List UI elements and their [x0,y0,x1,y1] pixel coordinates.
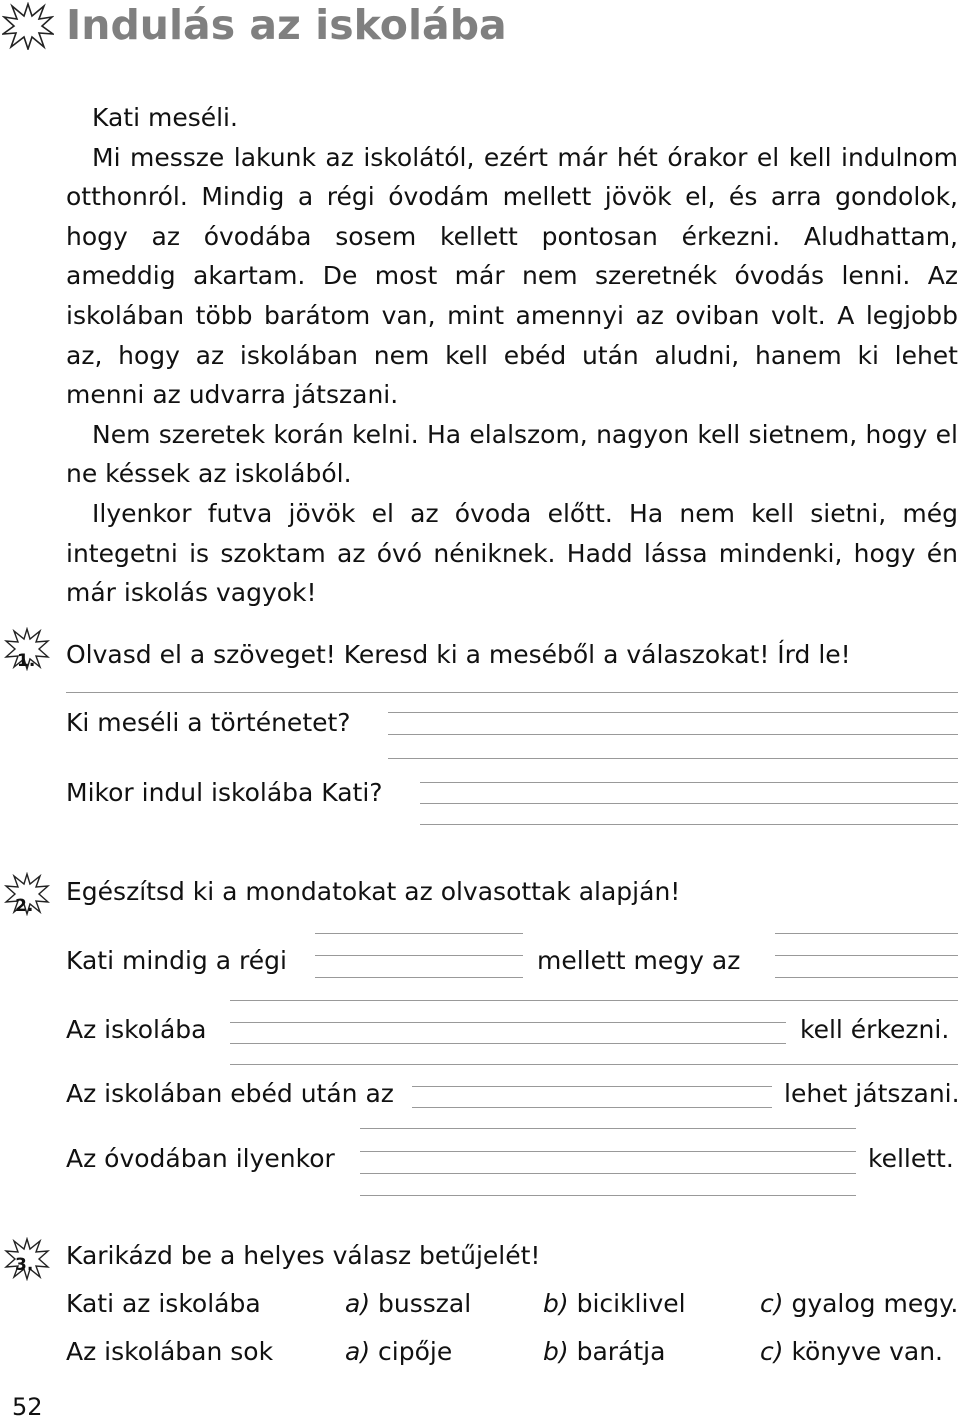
answer-line[interactable] [412,1086,772,1087]
task-2-sentence-3-start: Az iskolában ebéd után az [66,1079,394,1108]
task-2-number: 2. [15,896,34,916]
task-2-sentence-4-start: Az óvodában ilyenkor [66,1144,335,1173]
answer-line [420,824,958,825]
answer-line [775,977,958,978]
task-2-sentence-1-middle: mellett megy az [537,946,741,975]
task-3-row-2-option-c[interactable] [760,1337,943,1367]
answer-line [315,977,523,978]
option-letter[interactable]: a) [345,1337,371,1366]
story-paragraph-1: Kati meséli. [92,103,238,132]
answer-line [360,1195,856,1196]
task-3-number: 3. [15,1255,34,1275]
option-letter[interactable]: a) [345,1289,371,1318]
answer-line [315,933,523,934]
answer-line [66,692,958,693]
task-3-row-2-option-a[interactable] [345,1337,452,1367]
answer-line [775,933,958,934]
task-1-question-2: Mikor indul iskolába Kati? [66,778,383,807]
page-number: 52 [12,1393,43,1421]
option-text: könyve van. [791,1337,944,1366]
option-text: busszal [378,1289,472,1318]
page-title: Indulás az iskolába [66,1,507,49]
task-3-row-1-stem: Kati az iskolába [66,1289,261,1318]
option-text: gyalog megy. [791,1289,959,1318]
option-text: biciklivel [576,1289,686,1318]
answer-line[interactable] [230,1022,786,1023]
task-2-sentence-2-end: kell érkezni. [800,1015,950,1044]
task-2-sentence-4-end: kellett. [868,1144,954,1173]
task-2-instruction: Egészítsd ki a mondatokat az olvasottak alapján! [66,877,681,906]
answer-line [388,712,958,713]
title-star-icon [2,2,54,50]
task-3-row-1-option-a[interactable] [345,1289,471,1319]
story-text [66,98,958,613]
option-text: cipője [378,1337,453,1366]
answer-line[interactable] [360,1151,856,1152]
answer-line[interactable] [388,734,958,735]
answer-line [230,1043,786,1044]
answer-line [360,1128,856,1129]
task-2-sentence-3-end: lehet játszani. [784,1079,960,1108]
option-letter[interactable]: b) [543,1337,569,1366]
task-3-row-2-stem: Az iskolában sok [66,1337,274,1366]
answer-line [420,782,958,783]
story-paragraph-4: Ilyenkor futva jövök el az óvoda előtt. Ha nem kell sietni, még integetni is szoktam az óvó néniknek. Hadd lássa mindenki, hogy én már iskolás vagyok! [66,498,958,608]
option-text: barátja [576,1337,666,1366]
story-paragraph-3: Nem szeretek korán kelni. Ha elalszom, nagyon kell sietnem, hogy el ne késsek az iskolából. [66,419,958,489]
answer-line [360,1173,856,1174]
answer-line [230,1000,958,1001]
task-3-row-1-option-c[interactable] [760,1289,958,1319]
answer-line [412,1107,772,1108]
answer-line[interactable] [420,803,958,804]
task-2-sentence-2-start: Az iskolába [66,1015,207,1044]
task-1-question-1: Ki meséli a történetet? [66,708,351,737]
answer-line [388,758,958,759]
task-1-number: 1. [17,651,36,671]
option-letter[interactable]: c) [760,1289,784,1318]
task-2-sentence-1-start: Kati mindig a régi [66,946,287,975]
option-letter[interactable]: c) [760,1337,784,1366]
task-1-instruction: Olvasd el a szöveget! Keresd ki a meséből a válaszokat! Írd le! [66,640,851,669]
answer-line[interactable] [775,955,958,956]
story-paragraph-2: Mi messze lakunk az iskolától, ezért már hét órakor el kell indulnom otthonról. Mindig a régi óvodám mellett jövök el, és arra gondolok, hogy az óvodába sosem kellett pontosan érkezni. Aludhattam, ameddig akartam. De most már nem szeretnék óvodás lenni. Az iskolában több barátom van, mint amennyi az oviban volt. A legjobb az, hogy az iskolában nem kell ebéd után aludni, hanem ki lehet menni az udvarra játszani. [66,142,958,410]
task-3-row-1-option-b[interactable] [543,1289,686,1319]
task-3-instruction: Karikázd be a helyes válasz betűjelét! [66,1241,541,1270]
answer-line [230,1064,958,1065]
task-3-row-2-option-b[interactable] [543,1337,665,1367]
answer-line[interactable] [315,955,523,956]
option-letter[interactable]: b) [543,1289,569,1318]
